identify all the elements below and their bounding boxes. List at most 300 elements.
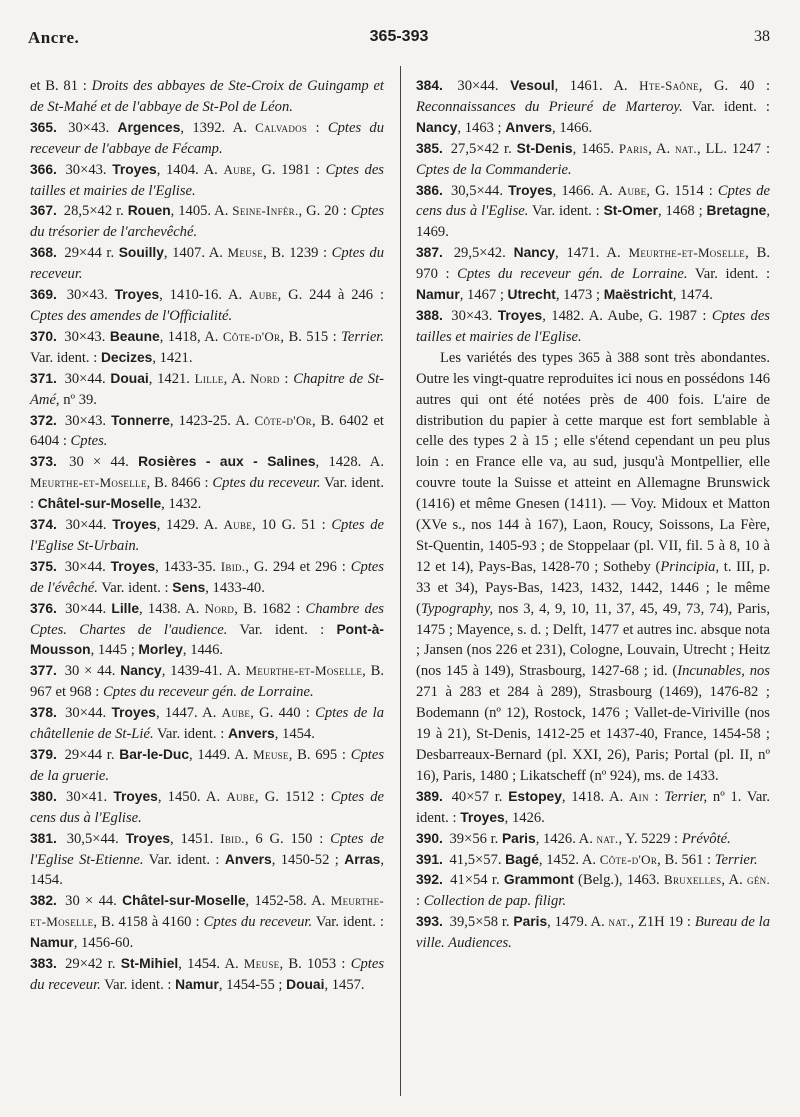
- place-name: Delft: [552, 621, 583, 638]
- entry-text: , LL. 1247 :: [696, 140, 771, 157]
- entry-text: 39,5×58 r.: [445, 914, 514, 931]
- entry-text: 30×43.: [59, 328, 110, 345]
- source-title: Chapitre de St-Amé,: [30, 370, 385, 408]
- entry-text: , 1469.: [416, 203, 770, 241]
- place-name: Namur: [30, 935, 74, 951]
- entry-text: 29×44 r.: [59, 747, 120, 763]
- place-name: Cologne, Louvain, Utrecht: [569, 642, 727, 659]
- archive-name: Côte-d'Or: [599, 851, 658, 867]
- entry-text: (1469), 1476-82 ; Bodemann (nº 12),: [416, 684, 770, 722]
- entry-text: , 1427-68 ; id. (: [581, 663, 678, 680]
- place-name: Nancy: [416, 119, 458, 135]
- entry-text: , 1457.: [324, 976, 365, 993]
- entry-text: 30×44.: [445, 78, 511, 94]
- entry-text: 28,5×42 r.: [59, 203, 128, 220]
- entry-text: , B. 1239 :: [263, 245, 332, 262]
- entry-text: , 1473 ;: [555, 287, 604, 304]
- entry-number: 373.: [30, 454, 57, 470]
- place-name: Paris: [442, 767, 472, 784]
- left-column: [30, 76, 384, 996]
- page-number: 38: [754, 28, 770, 45]
- source-title: Droits des abbayes de Ste-Croix de Guingamp et de St-Mahé et de l'abbaye de St-Pol de Léon.: [30, 78, 384, 115]
- entry-text: , 1445 ;: [90, 642, 139, 659]
- archive-name: Bruxelles: [664, 872, 722, 888]
- place-name: Rosières - aux - Salines: [138, 454, 316, 470]
- entry-text: nº 39.: [59, 391, 97, 408]
- place-name: Grammont: [503, 872, 574, 888]
- source-title: Incunables, nos: [677, 663, 770, 680]
- archive-name: Aube: [223, 161, 253, 177]
- entry-text: Var. ident. :: [687, 266, 771, 283]
- entry-text: , B. 1682 :: [234, 600, 306, 617]
- entry-number: 388.: [416, 307, 443, 323]
- archive-name: nat.: [608, 914, 631, 930]
- entry-text: , G. 20 :: [298, 203, 351, 220]
- entry-text: , B. 515 :: [280, 328, 342, 345]
- archive-name: Meurthe-et-Moselle: [30, 475, 147, 491]
- place-name: Arras: [344, 851, 381, 867]
- entry-text: , 1450. A.: [157, 788, 227, 805]
- entry-text: :: [648, 788, 665, 805]
- place-name: Decizes: [100, 349, 153, 365]
- entry-text: , 1446.: [182, 642, 224, 659]
- entry-number: 393.: [416, 914, 443, 930]
- entry-text: 30×44.: [59, 370, 111, 387]
- entry-text: , 1482. A. Aube, G. 1987 :: [542, 307, 712, 324]
- entry-number: 380.: [30, 788, 57, 804]
- entry-text: , A.: [648, 140, 675, 157]
- catalog-entry: [416, 829, 770, 850]
- entry-text: , 1461. A.: [554, 78, 640, 94]
- entry-number: 376.: [30, 600, 57, 616]
- entry-text: , B. 561 :: [657, 851, 715, 868]
- place-name: Châtel-sur-Moselle: [37, 496, 162, 512]
- place-name: Paris: [513, 914, 548, 930]
- place-name: Anvers: [224, 851, 272, 867]
- entry-text: 29×42 r.: [59, 956, 121, 973]
- entry-text: 41,5×57.: [445, 851, 506, 868]
- entry-text: , 1466. A.: [552, 182, 618, 199]
- entry-text: , 1423, 1432, 1442, 1446 ; le même (: [416, 579, 770, 617]
- entry-text: :: [307, 119, 328, 136]
- entry-text: , 1423-25. A.: [169, 412, 255, 429]
- entry-text: , G. 1512 :: [254, 788, 331, 805]
- place-name: Troyes: [113, 788, 158, 804]
- source-title: Cptes de la châtellenie de St-Lié.: [30, 705, 385, 743]
- entry-text: , 1454-58 ; Desbarreaux-Bernard (pl. XXI, 26),: [416, 726, 770, 763]
- entry-text: , 1410-16. A.: [159, 287, 249, 304]
- entry-text: 30×43.: [445, 307, 498, 324]
- source-title: Cptes du receveur.: [203, 914, 313, 931]
- entry-text: Var. ident. :: [143, 851, 225, 868]
- entry-text: , 1452-58. A.: [245, 893, 331, 910]
- entry-text: , 1476 ; Vallet-de-Viriville (nos 19 à 21),: [416, 705, 770, 743]
- entry-number: 389.: [416, 788, 443, 804]
- entry-text: , 1466.: [552, 119, 593, 136]
- entry-text: 30,5×44.: [445, 182, 509, 199]
- place-name: Troyes: [114, 287, 160, 303]
- entry-text: , 1428. A.: [315, 454, 384, 471]
- catalog-entry: [30, 285, 384, 327]
- catalog-entry: [30, 745, 384, 787]
- catalog-entry: [30, 891, 384, 954]
- entry-text: , 1433-35.: [155, 558, 221, 575]
- entry-text: :: [416, 893, 424, 910]
- entry-number: 384.: [416, 78, 443, 93]
- entry-text: 29×44 r.: [59, 245, 119, 262]
- archive-name: Meurthe-et-Moselle: [628, 245, 746, 261]
- entry-number: 365.: [30, 119, 57, 135]
- entry-text: , B. 970 :: [416, 245, 771, 283]
- catalog-entry: [416, 243, 770, 306]
- place-name: Paris: [635, 747, 665, 763]
- archive-name: Meuse: [243, 956, 280, 972]
- entry-text: , 1426.: [504, 809, 545, 826]
- catalog-entry: [30, 515, 384, 557]
- entry-text: 30×43.: [59, 161, 113, 178]
- archive-name: Nord: [250, 370, 280, 386]
- source-title: Cptes des amendes de l'Officialité.: [30, 307, 233, 324]
- source-title: Bureau de la ville. Audiences.: [416, 914, 771, 952]
- place-name: Namur: [175, 976, 219, 992]
- archive-name: nat.: [675, 140, 697, 156]
- entry-text: ; Portal (pl. II, nº 16),: [416, 747, 770, 784]
- source-title: Cptes de la gruerie.: [30, 747, 384, 784]
- catalog-entry: [416, 787, 770, 829]
- place-name: Troyes: [112, 161, 157, 177]
- catalog-entry: [416, 76, 770, 139]
- place-name: Troyes: [497, 307, 543, 323]
- archive-name: Aube: [223, 517, 253, 533]
- entry-text: 30×44.: [59, 558, 111, 575]
- entry-text: (Belg.), 1463.: [573, 872, 665, 889]
- entry-text: , G. 1514 :: [646, 182, 718, 199]
- archive-name: Aube: [617, 182, 647, 198]
- source-title: Cptes du receveur gén. de Lorraine.: [102, 684, 314, 701]
- catalog-entry: [30, 118, 384, 160]
- catalog-entry: [30, 160, 384, 202]
- place-name: Troyes: [460, 809, 505, 825]
- place-name: Strasbourg: [518, 663, 582, 680]
- entry-number: 387.: [416, 245, 443, 261]
- place-name: Châtel-sur-Moselle: [122, 893, 246, 909]
- source-title: Cptes.: [70, 433, 108, 450]
- entry-number: 378.: [30, 705, 57, 721]
- entry-text: 271 à 283 et 284 à 289),: [416, 684, 589, 701]
- source-title: Cptes de cens dus à l'Eglise.: [416, 182, 771, 220]
- column-divider: [400, 66, 401, 1096]
- entry-number: 392.: [416, 872, 443, 888]
- place-name: Laon, Roucy, Soissons, La Fère, St-Quentin: [416, 517, 770, 554]
- entry-text: , 1426. A.: [535, 830, 597, 847]
- entry-text: , 1418, A.: [159, 328, 223, 345]
- entry-text: , 1477 et autres inc. absque nota ; Jansen (nos 226 et 231),: [416, 621, 770, 659]
- archive-name: Meurthe-et-Moselle: [30, 893, 384, 930]
- source-title: Prévôté.: [681, 830, 731, 847]
- place-name: Utrecht: [507, 287, 556, 303]
- archive-name: nat.: [596, 830, 619, 846]
- place-name: Strasbourg: [588, 684, 652, 701]
- source-title: Reconnaissances du Prieuré de Marteroy.: [416, 98, 683, 115]
- commentary-paragraph: [416, 348, 770, 787]
- entry-text: 30×41.: [59, 788, 114, 805]
- entry-number: 374.: [30, 517, 57, 533]
- entry-text: , 1454.: [30, 851, 384, 889]
- entry-text: 30×44.: [59, 705, 112, 722]
- source-title: Cptes de l'évêché.: [30, 558, 384, 596]
- entry-number: 382.: [30, 893, 57, 909]
- entry-text: t. III, p. 33 et 34),: [416, 558, 770, 596]
- entry-text: , G. 40 :: [698, 78, 770, 94]
- place-name: Rouen: [127, 203, 171, 219]
- entry-text: , 1392. A.: [180, 119, 256, 136]
- entry-number: 370.: [30, 328, 57, 344]
- catalog-entry: [30, 557, 384, 599]
- entry-text: , 1421.: [148, 370, 195, 387]
- entry-text: , 1471. A.: [555, 245, 629, 262]
- catalog-entry: [30, 243, 384, 285]
- place-name: Anvers: [505, 119, 553, 135]
- entry-text: , 1405. A.: [170, 203, 233, 220]
- entry-text: 29,5×42.: [445, 245, 514, 262]
- entry-text: , B. 695 :: [288, 747, 351, 763]
- entry-text: 30×43.: [59, 287, 115, 304]
- place-name: Estopey: [508, 788, 562, 804]
- entry-text: , A.: [223, 370, 251, 387]
- entry-text: , B. 4158 à 4160 :: [93, 914, 204, 931]
- entry-text: , A.: [721, 872, 748, 889]
- archive-name: Ibid.: [220, 558, 246, 574]
- entry-text: Var. ident. :: [100, 976, 176, 993]
- entry-text: , 1433-40.: [205, 579, 265, 596]
- right-column: [416, 76, 770, 954]
- entry-text: , 1451.: [170, 830, 221, 847]
- archive-name: Calvados: [255, 119, 308, 135]
- entry-text: , G. 1981 :: [252, 161, 326, 178]
- source-title: Cptes du trésorier de l'archevêché.: [30, 203, 384, 241]
- entry-text: , B. 8466 :: [146, 475, 213, 492]
- entry-text: , 1405-93 ; de Stoppelaar (pl. VII, fil. 5 à 8, 10 à 12 et 14),: [416, 537, 770, 575]
- entry-text: Var. ident. :: [30, 349, 101, 366]
- entry-text: Les variétés des types 365 à 388 sont très abondantes. Outre les vingt-quatre reproduites ici nous en possédons 146 autres qui ont été notées près de 400 fois. L'aire de distribution du papier à cette marque est fort semblable à celle des types 2 à 15 ; elle s'étend cependant un peu plus loin : en France elle va, au sud, jusqu'à Montpellier, elle couvre toute la Suisse et atteint en Allemagne Brunswick (1416) et même Gnesen (1411). — Voy. Midoux et Matton (XVe s., nos 144 à 167),: [416, 349, 770, 534]
- entry-text: , 1468 ;: [658, 203, 707, 220]
- place-name: Troyes: [508, 182, 553, 198]
- entry-text: 30×44.: [59, 600, 112, 617]
- place-name: Douai: [110, 370, 149, 386]
- place-name: Namur: [416, 287, 460, 303]
- place-name: Rostock: [534, 705, 582, 722]
- catalog-entry: [30, 411, 384, 453]
- entry-text: Var. ident. :: [153, 726, 228, 743]
- entry-text: Var. ident. :: [227, 621, 337, 638]
- entry-text: , 1474.: [672, 287, 713, 304]
- entry-number: 369.: [30, 287, 57, 303]
- place-name: Vesoul: [510, 78, 555, 93]
- entry-number: 379.: [30, 747, 57, 762]
- entry-text: , 1480 ; Likatscheff (nº 924), ms. de 1433.: [471, 767, 719, 784]
- entry-text: , 1450-52 ;: [271, 851, 345, 868]
- entry-text: et B. 81 :: [30, 78, 92, 94]
- place-name: St-Denis: [476, 726, 528, 743]
- entry-text: , 1439-41. A.: [161, 663, 246, 680]
- archive-name: Meuse: [227, 245, 264, 261]
- source-title: Principia,: [660, 558, 720, 575]
- catalog-entry: [30, 661, 384, 703]
- place-name: Mayence: [456, 621, 511, 638]
- place-name: Bar-le-Duc: [119, 747, 190, 762]
- entry-number: 381.: [30, 830, 57, 846]
- entry-text: , G. 244 à 246 :: [277, 287, 384, 304]
- place-name: Pont-à-Mousson: [30, 621, 384, 658]
- entry-text: , 1438. A.: [139, 600, 205, 617]
- entry-number: 385.: [416, 140, 443, 156]
- page-header: [28, 28, 770, 54]
- place-name: St-Omer: [603, 203, 659, 219]
- entry-text: , 1428-70 ; Sotheby (: [532, 558, 661, 575]
- place-name: Bagé: [505, 851, 539, 867]
- place-name: France: [663, 726, 704, 743]
- source-title: Chambre des Cptes. Chartes de l'audience.: [30, 600, 384, 638]
- entry-number: 383.: [30, 956, 57, 972]
- place-name: Pays-Bas: [485, 579, 540, 596]
- entry-text: , 1463 ;: [457, 119, 506, 136]
- source-title: Cptes de l'Eglise St-Etienne.: [30, 830, 385, 868]
- entry-text: , G. 440 :: [250, 705, 316, 722]
- running-title: Ancre.: [28, 28, 80, 47]
- place-name: Douai: [286, 976, 325, 992]
- entry-number: 371.: [30, 370, 57, 386]
- catalog-entry: [416, 912, 770, 954]
- entry-text: , 1407. A.: [163, 245, 228, 262]
- entry-text: , 1447. A.: [155, 705, 222, 722]
- entry-text: , 1465.: [572, 140, 619, 157]
- source-title: Cptes de l'Eglise St-Urbain.: [30, 517, 384, 554]
- entry-text: 41×54 r.: [445, 872, 504, 889]
- place-name: St-Denis: [516, 140, 573, 156]
- source-title: Cptes des tailles et mairies de l'Eglise.: [30, 161, 384, 199]
- place-name: Anvers: [227, 726, 275, 742]
- catalog-entry: [30, 327, 384, 369]
- entry-text: , 1475 ;: [416, 600, 770, 638]
- catalog-entry: [30, 954, 384, 996]
- place-name: Troyes: [110, 558, 156, 574]
- entry-text: , 1479. A.: [547, 914, 609, 931]
- entry-text: Var. ident. :: [682, 98, 770, 115]
- entry-number: 377.: [30, 663, 57, 679]
- entry-text: , 6 G. 150 :: [244, 830, 331, 847]
- entry-number: 368.: [30, 245, 57, 261]
- place-name: Pays-Bas: [478, 558, 533, 575]
- catalog-entry: [416, 306, 770, 348]
- source-title: Cptes de la Commanderie.: [416, 161, 572, 178]
- place-name: Troyes: [112, 517, 157, 533]
- archive-name: Ibid.: [220, 830, 245, 846]
- archive-name: Nord: [204, 600, 235, 616]
- entry-text: , 1456-60.: [73, 935, 134, 952]
- catalog-entry: [30, 452, 384, 515]
- place-name: Lille: [111, 600, 140, 616]
- source-title: Cptes du receveur.: [30, 956, 384, 993]
- entry-text: 30×43.: [59, 119, 118, 136]
- archive-name: Seine-Infér.: [232, 203, 299, 219]
- entry-text: , 1418. A.: [561, 788, 629, 805]
- place-name: Troyes: [125, 830, 171, 846]
- entry-number: 367.: [30, 203, 57, 219]
- source-title: Cptes de cens dus à l'Eglise.: [30, 788, 385, 826]
- catalog-entry: [30, 703, 384, 745]
- place-name: St-Mihiel: [120, 956, 179, 972]
- entry-text: , 1412-25 et 1437-40,: [527, 726, 664, 743]
- entry-text: Var. ident. :: [30, 475, 384, 513]
- entry-text: , 1404. A.: [156, 161, 224, 178]
- source-title: Collection de pap. filigr.: [423, 893, 566, 910]
- entry-range: 365-393: [369, 28, 429, 45]
- catalog-entry: [30, 369, 384, 411]
- source-title: Cptes du receveur.: [30, 245, 385, 283]
- entry-text: ; Heitz (nos 145 à 149),: [416, 642, 770, 680]
- entry-text: , s. d. ;: [510, 621, 553, 638]
- entry-text: , B. 967 et 968 :: [30, 663, 385, 701]
- place-name: Paris: [737, 600, 767, 617]
- place-name: Souilly: [118, 245, 164, 261]
- archive-name: Aube: [221, 705, 251, 721]
- catalog-entry: [30, 76, 384, 118]
- entry-text: 30×44.: [59, 517, 113, 534]
- archive-name: Paris: [618, 140, 649, 156]
- place-name: Sens: [172, 579, 206, 595]
- entry-text: Var. ident. :: [97, 579, 173, 596]
- archive-name: Côte-d'Or: [254, 412, 312, 428]
- entry-text: , 1429. A.: [156, 517, 224, 534]
- place-name: Nancy: [120, 663, 162, 679]
- place-name: Maëstricht: [603, 287, 673, 303]
- entry-number: 366.: [30, 161, 57, 177]
- archive-name: Côte-d'Or: [222, 328, 281, 344]
- place-name: Beaune: [109, 328, 160, 344]
- entry-text: nº 1. Var. ident. :: [416, 788, 770, 826]
- entry-text: , Z1H 19 :: [630, 914, 695, 931]
- entry-text: , G. 294 et 296 :: [245, 558, 351, 575]
- source-title: Cptes des tailles et mairies de l'Eglise.: [416, 307, 770, 345]
- entry-text: , 1454.: [274, 726, 315, 743]
- place-name: Nancy: [513, 245, 556, 261]
- entry-text: , 1467 ;: [459, 287, 508, 304]
- entry-text: Var. ident. :: [312, 914, 384, 931]
- entry-text: Var. ident. :: [528, 203, 604, 220]
- entry-text: , 10 G. 51 :: [252, 517, 332, 534]
- archive-name: Ain: [628, 788, 649, 804]
- entry-number: 386.: [416, 182, 443, 198]
- entry-text: :: [279, 370, 294, 387]
- source-title: Cptes du receveur de l'abbaye de Fécamp.: [30, 119, 384, 157]
- entry-text: nos 3, 4, 9, 10, 11, 37, 45, 49, 73, 74),: [493, 600, 738, 617]
- entry-text: 27,5×42 r.: [445, 140, 517, 157]
- source-title: Cptes du receveur.: [212, 475, 321, 492]
- source-title: Terrier.: [341, 328, 385, 345]
- catalog-entry: [416, 870, 770, 912]
- entry-text: , 1452. A.: [538, 851, 600, 868]
- entry-number: 372.: [30, 412, 57, 428]
- archive-name: Aube: [249, 287, 278, 303]
- place-name: Morley: [138, 642, 183, 658]
- source-title: Terrier.: [714, 851, 758, 868]
- entry-number: 390.: [416, 830, 443, 846]
- catalog-entry: [30, 201, 384, 243]
- entry-text: 30,5×44.: [59, 830, 126, 847]
- entry-text: , 1449. A.: [189, 747, 254, 763]
- entry-text: 30 × 44.: [59, 663, 121, 680]
- entry-text: , Y. 5229 :: [618, 830, 682, 847]
